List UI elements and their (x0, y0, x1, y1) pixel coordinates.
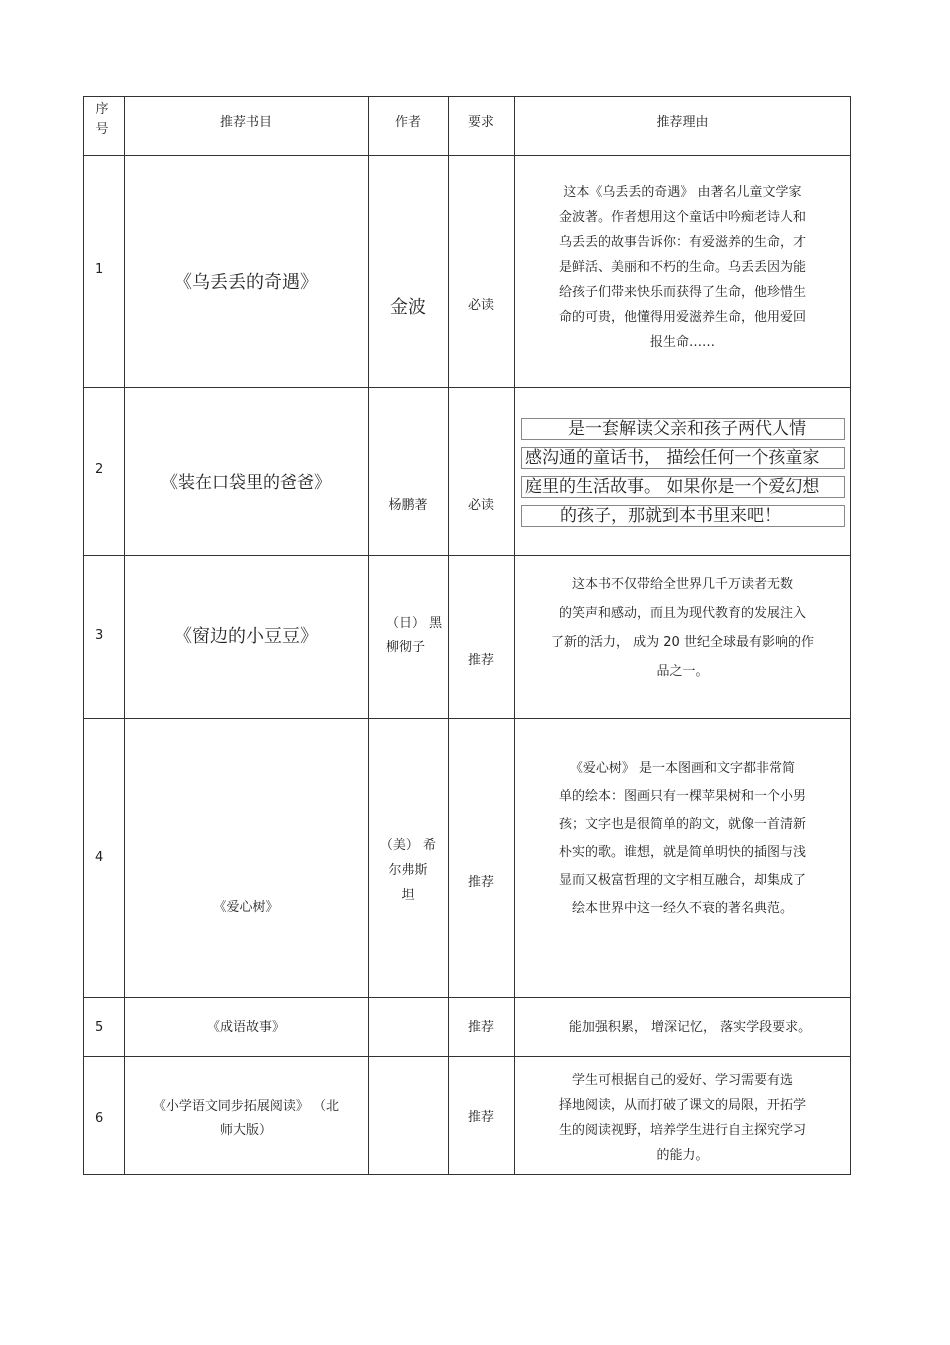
row-3-author (386, 612, 446, 660)
row-4-requirement: 推荐 (467, 875, 494, 890)
row-1-author: 金波 (390, 297, 426, 318)
row-3-requirement: 推荐 (467, 653, 494, 668)
reason-line: 这本书不仅带给全世界几千万读者无数 (571, 577, 793, 592)
row-6-requirement: 推荐 (467, 1110, 494, 1125)
reason-line: 这本《乌丢丢的奇遇》 由著名儿童文学家 (563, 185, 802, 200)
reason-line: 能加强积累， 增深记忆， 落实学段要求。 (568, 1020, 812, 1035)
header-reason: 推荐理由 (656, 115, 709, 130)
row-divider (83, 555, 851, 556)
row-3-reason (516, 570, 849, 686)
reason-line: 学生可根据自己的爱好、学习需要有选 (571, 1073, 793, 1088)
header-author: 作者 (394, 115, 421, 130)
row-2-author: 杨鹏著 (388, 498, 428, 513)
row-divider (83, 387, 851, 388)
reason-line: 给孩子们带来快乐而获得了生命，他珍惜生 (558, 285, 806, 300)
row-4-reason (516, 755, 849, 923)
reason-line: 了新的活力， 成为 20 世纪全球最有影响的作 (551, 635, 814, 650)
reason-line: 命的可贵，他懂得用爱滋养生命，他用爱回 (558, 310, 806, 325)
reason-line: 品之一。 (656, 664, 709, 679)
row-4-author (368, 833, 448, 908)
header-index (92, 100, 112, 140)
row-divider (83, 1056, 851, 1057)
row-1-title: 《乌丢丢的奇遇》 (174, 272, 318, 293)
row-divider (83, 997, 851, 998)
title-line: 师大版） (219, 1123, 272, 1138)
row-5-title: 《成语故事》 (206, 1020, 285, 1035)
row-5-requirement: 推荐 (467, 1020, 494, 1035)
author-line: 尔弗斯 (388, 863, 428, 878)
reason-line: 孩；文字也是很简单的韵文，就像一首清新 (558, 817, 806, 832)
reason-line: 金波著。作者想用这个童话中吟痴老诗人和 (558, 210, 806, 225)
row-divider (83, 155, 851, 156)
header-requirement: 要求 (467, 115, 494, 130)
reason-line: 是鲜活、美丽和不朽的生命。乌丢丢因为能 (558, 260, 806, 275)
author-line: （美） 希 (379, 838, 437, 853)
reason-line: 乌丢丢的故事告诉你：有爱滋养的生命，才 (558, 235, 806, 250)
author-line: 坦 (401, 888, 415, 903)
row-6-index: 6 (95, 1111, 104, 1126)
row-1-requirement: 必读 (467, 298, 494, 313)
reason-line: 绘本世界中这一经久不衰的著名典范。 (571, 901, 793, 916)
reason-line: 朴实的歌。谁想，就是简单明快的插图与浅 (558, 845, 806, 860)
column-divider (514, 96, 515, 1175)
author-line: （日） 黑 (386, 616, 443, 631)
row-5-index: 5 (95, 1020, 104, 1035)
reason-line: 《爱心树》 是一本图画和文字都非常简 (569, 761, 796, 776)
column-divider (368, 96, 369, 1175)
row-divider (83, 718, 851, 719)
row-2-reason-line-3: 庭里的生活故事。 如果你是一个爱幻想 (521, 476, 845, 498)
reason-line: 择地阅读，从而打破了课文的局限，开拓学 (558, 1098, 806, 1113)
reason-line: 单的绘本：图画只有一棵苹果树和一个小男 (558, 789, 806, 804)
reason-line: 生的阅读视野，培养学生进行自主探究学习 (558, 1123, 806, 1138)
row-4-title: 《爱心树》 (213, 900, 279, 915)
column-divider (448, 96, 449, 1175)
row-1-index: 1 (95, 262, 104, 277)
row-2-reason-line-1: 是一套解读父亲和孩子两代人情 (521, 418, 845, 440)
reason-line: 的笑声和感动，而且为现代教育的发展注入 (558, 606, 806, 621)
author-line: 柳彻子 (386, 640, 426, 655)
row-3-title: 《窗边的小豆豆》 (174, 626, 318, 647)
reason-line: 显而又极富哲理的文字相互融合，却集成了 (558, 873, 806, 888)
row-3-index: 3 (95, 628, 104, 643)
header-index-label: 序 号 (95, 102, 109, 137)
header-title: 推荐书目 (219, 115, 272, 130)
row-5-reason (530, 1015, 850, 1040)
reason-line: 的能力。 (656, 1148, 709, 1163)
row-4-index: 4 (95, 850, 104, 865)
row-6-title (124, 1095, 368, 1143)
row-2-reason-line-2: 感沟通的童话书， 描绘任何一个孩童家 (521, 447, 845, 469)
row-2-requirement: 必读 (467, 498, 494, 513)
row-2-title: 《装在口袋里的爸爸》 (161, 473, 331, 493)
row-6-reason (516, 1068, 849, 1168)
title-line: 《小学语文同步拓展阅读》 （北 (152, 1099, 340, 1114)
row-2-index: 2 (95, 462, 104, 477)
row-1-reason (516, 180, 849, 355)
reason-line: 报生命…… (649, 335, 715, 350)
row-2-reason-line-4: 的孩子，那就到本书里来吧！ (521, 505, 845, 527)
